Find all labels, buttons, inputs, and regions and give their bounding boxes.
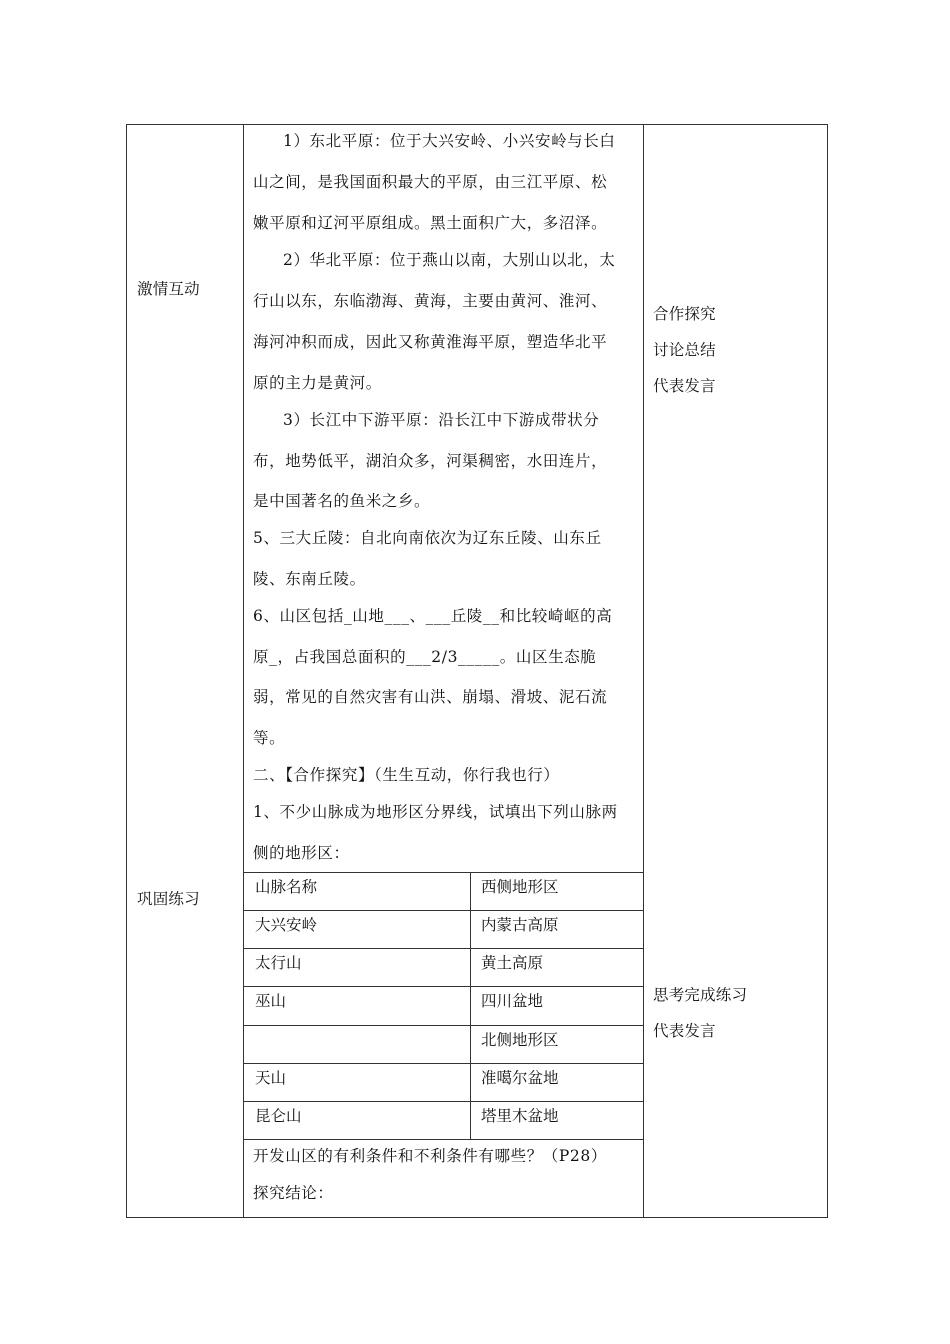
content-line: 1、不少山脉成为地形区分界线，试填出下列山脉两: [253, 803, 618, 821]
row-divider: [244, 1025, 643, 1026]
activity-note: 代表发言: [653, 1022, 716, 1040]
row-divider: [244, 986, 643, 987]
content-line: 原_，占我国总面积的___2/3_____。山区生态脆: [253, 648, 597, 666]
row-divider: [244, 948, 643, 949]
table-cell-header-north: 北侧地形区: [481, 1031, 559, 1049]
content-line: 等。: [253, 729, 286, 747]
row-divider: [244, 1139, 643, 1140]
table-cell: 巫山: [255, 992, 287, 1010]
activity-note: 代表发言: [653, 377, 716, 395]
lesson-table: [126, 124, 828, 1218]
row-divider: [244, 1101, 643, 1102]
cell-divider: [470, 872, 471, 1139]
discussion-question: 开发山区的有利条件和不利条件有哪些？（P28）: [253, 1147, 607, 1165]
table-cell: 四川盆地: [481, 992, 544, 1010]
content-line: 3）长江中下游平原：沿长江中下游成带状分: [283, 411, 600, 429]
content-line: 二、【合作探究】（生生互动，你行我也行）: [253, 766, 560, 784]
table-cell: 准噶尔盆地: [481, 1069, 559, 1087]
table-cell: 塔里木盆地: [481, 1107, 559, 1125]
table-cell: 黄土高原: [481, 954, 544, 972]
row-divider: [244, 910, 643, 911]
table-cell: 内蒙古高原: [481, 916, 559, 934]
content-line: 陵、东南丘陵。: [253, 570, 366, 588]
content-line: 6、山区包括_山地___、___丘陵__和比较崎岖的高: [253, 607, 613, 625]
content-line: 嫩平原和辽河平原组成。黑土面积广大，多沼泽。: [253, 214, 608, 232]
row-divider: [244, 1063, 643, 1064]
content-line: 原的主力是黄河。: [253, 374, 382, 392]
table-cell: 太行山: [255, 954, 302, 972]
table-cell-header-mountain: 山脉名称: [255, 878, 318, 896]
column-divider: [643, 125, 644, 1217]
conclusion-label: 探究结论：: [253, 1184, 334, 1202]
mountain-table: [244, 872, 643, 1139]
section-label-interaction: 激情互动: [137, 280, 200, 298]
content-line: 行山以东，东临渤海、黄海，主要由黄河、淮河、: [253, 292, 608, 310]
content-line: 弱，常见的自然灾害有山洪、崩塌、滑坡、泥石流: [253, 688, 608, 706]
activity-note: 合作探究: [653, 305, 716, 323]
table-cell-header-west: 西侧地形区: [481, 878, 559, 896]
content-line: 1）东北平原：位于大兴安岭、小兴安岭与长白: [283, 132, 616, 150]
activity-note: 思考完成练习: [653, 986, 748, 1004]
content-line: 布，地势低平，湖泊众多，河渠稠密，水田连片，: [253, 452, 608, 470]
content-line: 5、三大丘陵：自北向南依次为辽东丘陵、山东丘: [253, 529, 602, 547]
activity-note: 讨论总结: [653, 341, 716, 359]
content-line: 海河冲积而成，因此又称黄淮海平原，塑造华北平: [253, 333, 608, 351]
table-cell: 昆仑山: [255, 1107, 302, 1125]
table-cell: 天山: [255, 1069, 287, 1087]
table-cell: 大兴安岭: [255, 916, 318, 934]
content-line: 是中国著名的鱼米之乡。: [253, 492, 431, 510]
content-line: 2）华北平原：位于燕山以南，大别山以北，太: [283, 251, 616, 269]
content-line: 侧的地形区：: [253, 844, 350, 862]
content-line: 山之间，是我国面积最大的平原，由三江平原、松: [253, 173, 608, 191]
section-label-practice: 巩固练习: [137, 890, 200, 908]
row-divider: [244, 872, 643, 873]
